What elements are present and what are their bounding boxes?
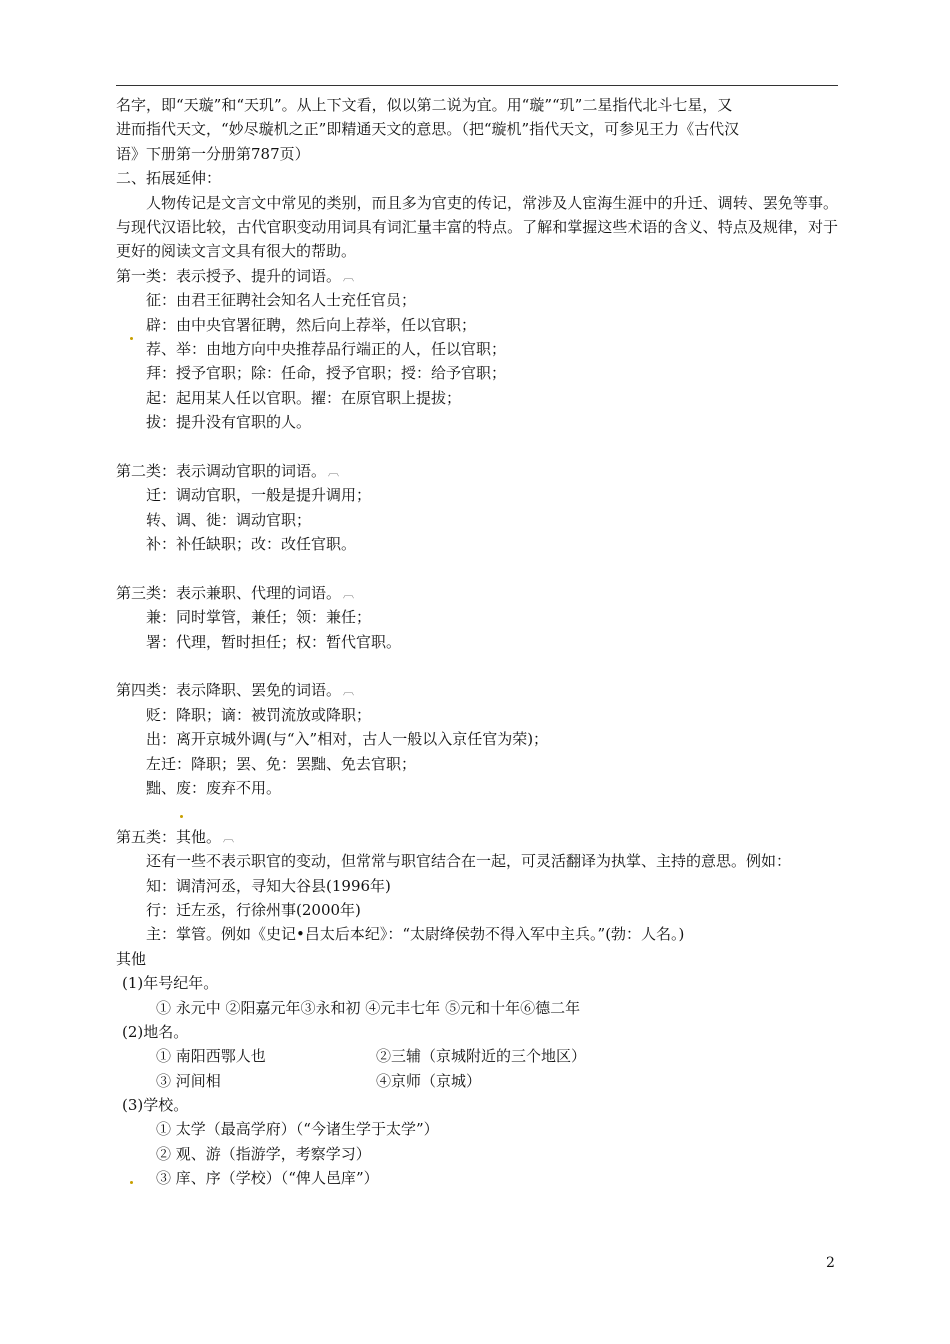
category-paragraph: 还有一些不表示职官的变动，但常常与职官结合在一起，可灵活翻译为执掌、主持的意思。例如： bbox=[146, 852, 792, 871]
list-item: 征：由君王征聘社会知名人士充任官员； bbox=[146, 291, 417, 310]
list-item: 补：补任缺职；改：改任官职。 bbox=[146, 535, 357, 554]
list-item: 拔：提升没有官职的人。 bbox=[146, 413, 312, 432]
intro-text bbox=[116, 93, 838, 166]
other-heading: 其他 bbox=[116, 949, 147, 968]
spacer bbox=[116, 435, 838, 459]
paragraph-mark-icon: ︹ bbox=[343, 684, 355, 698]
category-heading-3 bbox=[116, 581, 838, 605]
margin-dot-icon bbox=[130, 337, 133, 340]
category-heading-2 bbox=[116, 459, 838, 483]
category-title: 第一类：表示授予、提升的词语。 bbox=[116, 266, 342, 285]
list-item: 荐、举：由地方向中央推荐品行端正的人，任以官职； bbox=[146, 339, 507, 358]
category-title: 第四类：表示降职、罢免的词语。 bbox=[116, 681, 342, 700]
list-item: 兼：同时掌管，兼任；领：兼任； bbox=[146, 608, 372, 627]
spacer bbox=[116, 654, 838, 678]
category-heading-4 bbox=[116, 678, 838, 702]
section-heading: 二、拓展延伸： bbox=[116, 169, 222, 188]
place-item: ②三辅（京城附近的三个地区） bbox=[376, 1047, 587, 1066]
sub-heading-era: (1)年号纪年。 bbox=[122, 974, 219, 993]
intro-line: 进而指代天文，“妙尽璇机之正”即精通天文的意思。（把“璇机”指代天文，可参见王力《古代汉 bbox=[116, 120, 740, 139]
school-item: ② 观、游（指游学，考察学习） bbox=[156, 1144, 371, 1163]
list-item: 出：离开京城外调(与“入”相对，古人一般以入京任官为荣)； bbox=[146, 730, 549, 749]
page-number: 2 bbox=[826, 1255, 835, 1271]
paragraph-mark-icon: ︹ bbox=[223, 830, 235, 844]
paragraph-mark-icon: ︹ bbox=[328, 464, 340, 478]
list-item: 辟：由中央官署征聘，然后向上荐举，任以官职； bbox=[146, 315, 477, 334]
place-item: ① 南阳西鄂人也 bbox=[156, 1047, 266, 1066]
place-row bbox=[116, 1044, 838, 1068]
header-rule bbox=[116, 85, 838, 86]
category-heading-5 bbox=[116, 825, 838, 849]
paragraph-mark-icon: ︹ bbox=[343, 586, 355, 600]
list-item: 行：迁左丞，行徐州事(2000年) bbox=[146, 900, 361, 919]
sub-heading-place: (2)地名。 bbox=[122, 1022, 189, 1041]
margin-dot-icon bbox=[130, 1181, 133, 1184]
document-body bbox=[116, 93, 838, 1191]
list-item: 主：掌管。例如《史记•吕太后本纪》：“太尉绛侯勃不得入军中主兵。”(勃：人名。) bbox=[146, 925, 685, 944]
category-heading-1 bbox=[116, 264, 838, 288]
sub-heading-school: (3)学校。 bbox=[122, 1096, 189, 1115]
list-item: 左迁：降职；罢、免：罢黜、免去官职； bbox=[146, 754, 417, 773]
school-item: ① 太学（最高学府）（“今诸生学于太学”） bbox=[156, 1120, 439, 1139]
school-item: ③ 庠、序（学校）（“俾人邑庠”） bbox=[156, 1169, 379, 1188]
list-item: 迁：调动官职，一般是提升调用； bbox=[146, 486, 372, 505]
spacer bbox=[116, 800, 838, 824]
intro-line: 名字，即“天璇”和“天玑”。从上下文看，似以第二说为宜。用“璇”“玑”二星指代北斗七星，又 bbox=[116, 96, 733, 114]
place-item: ④京师（京城） bbox=[376, 1071, 482, 1090]
list-item: 起：起用某人任以官职。擢：在原官职上提拔； bbox=[146, 388, 462, 407]
era-list: ① 永元中 ②阳嘉元年③永和初 ④元丰七年 ⑤元和十年⑥德二年 bbox=[156, 998, 581, 1017]
spacer bbox=[116, 556, 838, 580]
section-paragraph: 人物传记是文言文中常见的类别，而且多为官吏的传记，常涉及人宦海生涯中的升迁、调转、罢免等事。与现代汉语比较，古代官职变动用词具有词汇量丰富的特点。了解和掌握这些术语的含义、特点及规律，对于更好的阅读文言文具有很大的帮助。 bbox=[116, 193, 838, 261]
list-item: 知：调清河丞，寻知大谷县(1996年) bbox=[146, 876, 391, 895]
list-item: 黜、废：废弃不用。 bbox=[146, 778, 282, 797]
place-row bbox=[116, 1069, 838, 1093]
list-item: 拜：授予官职；除：任命，授予官职；授：给予官职； bbox=[146, 364, 507, 383]
place-item: ③ 河间相 bbox=[156, 1071, 221, 1090]
margin-dot-icon bbox=[180, 815, 183, 818]
category-title: 第二类：表示调动官职的词语。 bbox=[116, 461, 327, 480]
intro-line: 语》下册第一分册第787页） bbox=[116, 144, 310, 163]
list-item: 署：代理，暂时担任；权：暂代官职。 bbox=[146, 632, 402, 651]
paragraph-mark-icon: ︹ bbox=[343, 269, 355, 283]
list-item: 贬：降职；谪：被罚流放或降职； bbox=[146, 705, 372, 724]
list-item: 转、调、徙：调动官职； bbox=[146, 510, 312, 529]
category-title: 第五类：其他。 bbox=[116, 827, 222, 846]
category-title: 第三类：表示兼职、代理的词语。 bbox=[116, 583, 342, 602]
